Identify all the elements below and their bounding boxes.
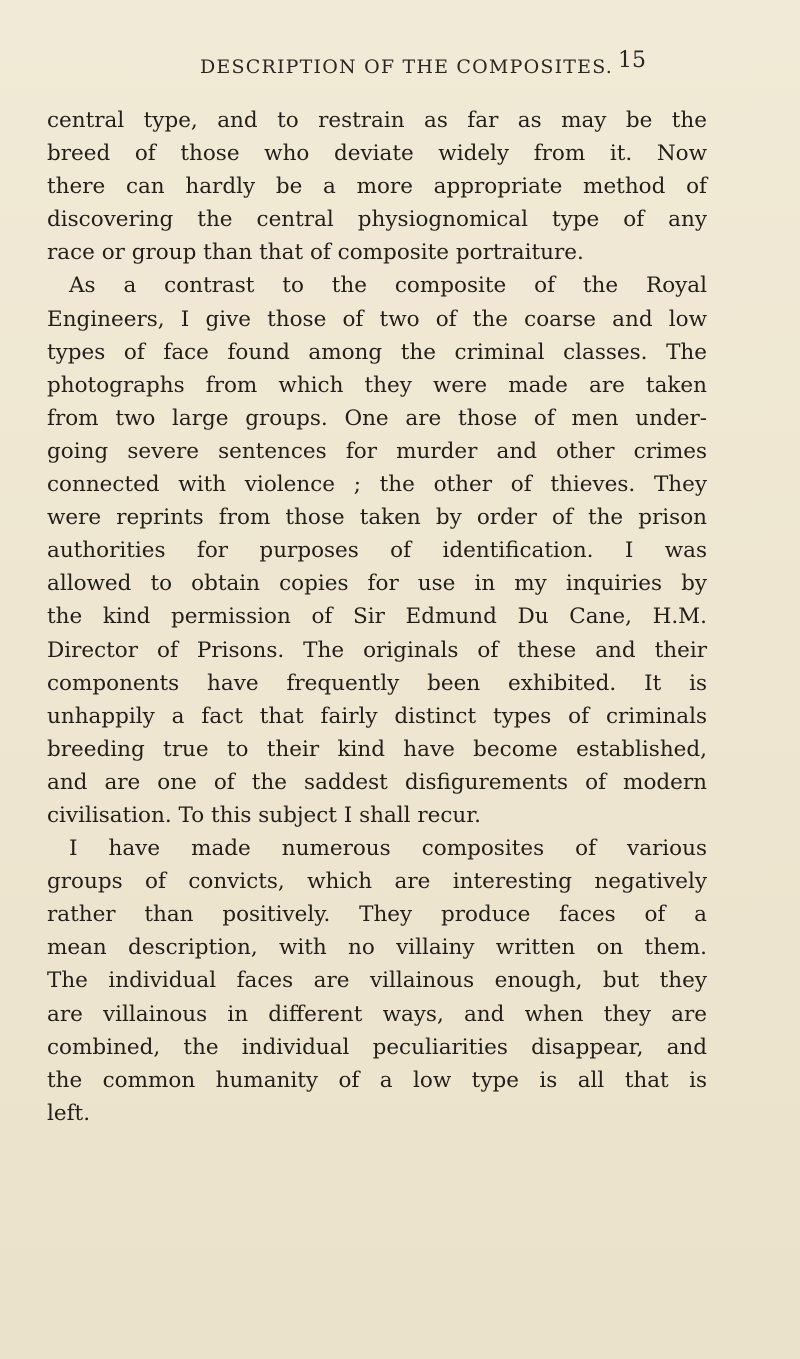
- text-line: As a contrast to the composite of the Royal: [69, 273, 707, 299]
- text-line: authorities for purposes of identification. I was: [47, 538, 707, 564]
- text-line: connected with violence ; the other of thieves. They: [47, 472, 707, 498]
- page-number: 15: [618, 48, 646, 73]
- text-line: are villainous in different ways, and when they are: [47, 1001, 707, 1027]
- text-line: allowed to obtain copies for use in my inquiries by: [47, 571, 707, 597]
- text-line: the kind permission of Sir Edmund Du Cane, H.M.: [47, 604, 707, 630]
- text-line: mean description, with no villainy written on them.: [47, 935, 707, 961]
- text-line: and are one of the saddest disfigurements of modern: [47, 769, 707, 795]
- text-line: combined, the individual peculiarities disappear, and: [47, 1034, 707, 1060]
- text-line: from two large groups. One are those of men under-: [47, 405, 707, 431]
- text-line: there can hardly be a more appropriate method of: [47, 174, 707, 200]
- text-line: components have frequently been exhibited. It is: [47, 670, 707, 696]
- text-line: central type, and to restrain as far as may be the: [47, 108, 707, 133]
- text-line: the common humanity of a low type is all that is: [47, 1067, 707, 1093]
- text-line: I have made numerous composites of various: [69, 836, 707, 862]
- text-line: civilisation. To this subject I shall recur.: [47, 802, 481, 828]
- text-line: were reprints from those taken by order of the prison: [47, 505, 707, 531]
- text-line: going severe sentences for murder and other crimes: [47, 438, 707, 464]
- text-line: left.: [47, 1100, 91, 1126]
- body-text: [47, 104, 707, 1130]
- text-line: photographs from which they were made are taken: [47, 372, 707, 398]
- text-line: Engineers, I give those of two of the coarse and low: [47, 306, 707, 332]
- running-head: DESCRIPTION OF THE COMPOSITES.: [200, 56, 613, 78]
- text-line: Director of Prisons. The originals of these and their: [47, 637, 707, 663]
- text-line: types of face found among the criminal classes. The: [47, 339, 707, 365]
- text-line: breed of those who deviate widely from it. Now: [47, 141, 707, 167]
- text-line: unhappily a fact that fairly distinct types of criminals: [47, 703, 707, 729]
- text-line: breeding true to their kind have become established,: [47, 736, 707, 762]
- text-line: The individual faces are villainous enough, but they: [47, 968, 707, 994]
- text-line: groups of convicts, which are interesting negatively: [47, 869, 707, 895]
- text-line: race or group than that of composite portraiture.: [47, 240, 584, 266]
- text-line: discovering the central physiognomical type of any: [47, 207, 707, 233]
- page-header: [0, 48, 800, 86]
- text-line: rather than positively. They produce faces of a: [47, 902, 707, 928]
